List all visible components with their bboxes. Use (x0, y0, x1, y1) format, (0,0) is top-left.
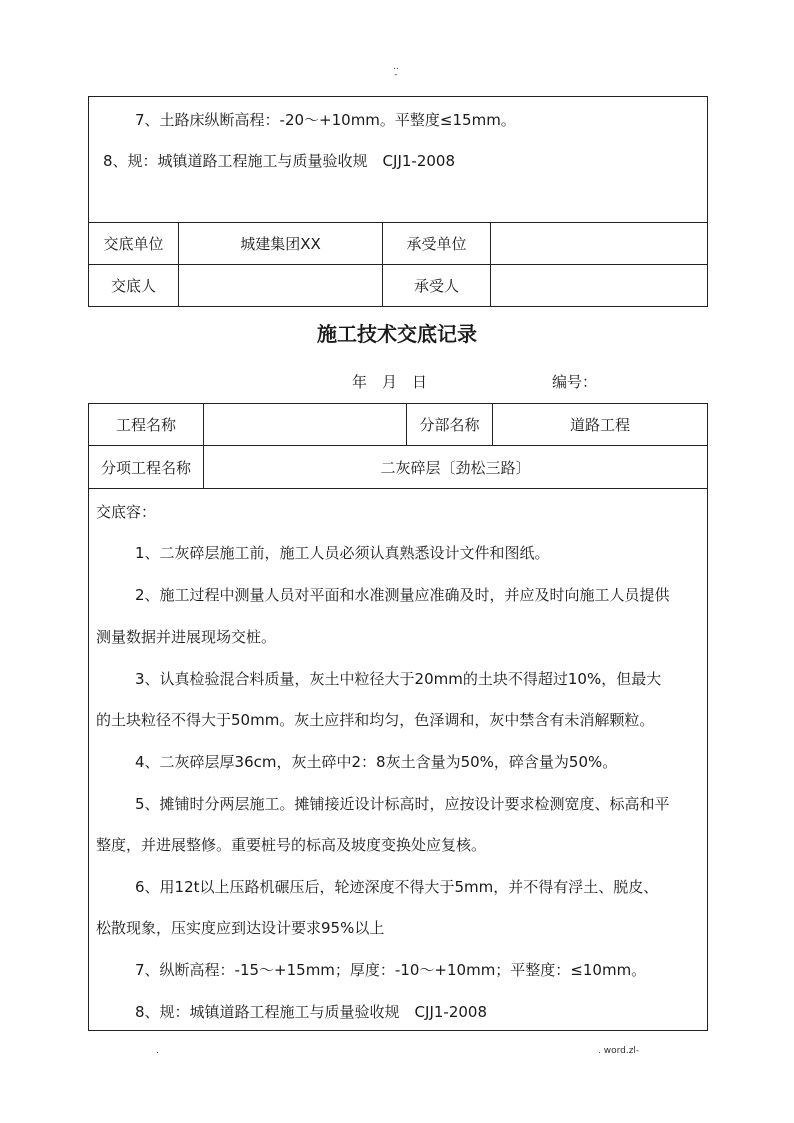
receiver-person-value (491, 265, 708, 307)
top-item-8: 8、规：城镇道路工程施工与质量验收规 CJJ1-2008 (103, 152, 455, 170)
content-cell (89, 489, 708, 1031)
receiver-unit-label: 承受单位 (383, 223, 491, 265)
issuer-unit-value: 城建集团XX (179, 223, 383, 265)
receiver-unit-value (491, 223, 708, 265)
date-line: 年 月 日 (352, 373, 428, 391)
content-item-8: 8、规：城镇道路工程施工与质量验收规 CJJ1-2008 (135, 1003, 487, 1021)
issuer-unit-label: 交底单位 (89, 223, 179, 265)
content-item-2-cont: 测量数据并进展现场交桩。 (96, 628, 277, 646)
footer-right: . word.zl- (598, 1046, 640, 1056)
main-table (88, 403, 708, 1031)
header-mark-dots: .. (393, 62, 399, 72)
content-item-5: 5、摊铺时分两层施工。摊铺接近设计标高时，应按设计要求检测宽度、标高和平 (135, 795, 670, 813)
division-value: 道路工程 (493, 404, 708, 446)
top-content-cell (89, 97, 708, 223)
project-name-label: 工程名称 (89, 404, 204, 446)
receiver-person-label: 承受人 (383, 265, 491, 307)
project-name-value (204, 404, 407, 446)
content-label: 交底容： (96, 503, 157, 521)
content-item-7: 7、纵断高程：-15～+15mm；厚度：-10～+10mm；平整度：≤10mm。 (135, 961, 647, 979)
content-item-1: 1、二灰碎层施工前，施工人员必须认真熟悉设计文件和图纸。 (135, 544, 550, 562)
issuer-person-value (179, 265, 383, 307)
issuer-person-label: 交底人 (89, 265, 179, 307)
number-label: 编号： (552, 373, 598, 391)
header-mark-dash: - (394, 70, 398, 80)
content-item-3-cont: 的土块粒径不得大于50mm。灰土应拌和均匀，色泽调和，灰中禁含有未消解颗粒。 (96, 711, 655, 729)
top-item-7: 7、土路床纵断高程：-20～+10mm。平整度≤15mm。 (135, 111, 516, 129)
footer-left: . (156, 1046, 159, 1056)
content-item-5-cont: 整度，并进展整修。重要桩号的标高及坡度变换处应复核。 (96, 836, 487, 854)
content-item-6-cont: 松散现象，压实度应到达设计要求95%以上 (96, 919, 385, 937)
division-label: 分部名称 (407, 404, 493, 446)
subitem-value: 二灰碎层〔劲松三路〕 (204, 446, 708, 489)
page-title: 施工技术交底记录 (317, 322, 477, 346)
content-item-3: 3、认真检验混合料质量，灰土中粒径大于20mm的土块不得超过10%，但最大 (135, 670, 662, 688)
subitem-label: 分项工程名称 (89, 446, 204, 489)
content-item-4: 4、二灰碎层厚36cm，灰土碎中2：8灰土含量为50%，碎含量为50%。 (135, 753, 618, 771)
content-item-2: 2、施工过程中测量人员对平面和水准测量应准确及时，并应及时向施工人员提供 (135, 586, 670, 604)
content-item-6: 6、用12t以上压路机碾压后，轮迹深度不得大于5mm，并不得有浮土、脱皮、 (135, 878, 659, 896)
top-table (88, 96, 708, 307)
header-mark (393, 63, 399, 79)
